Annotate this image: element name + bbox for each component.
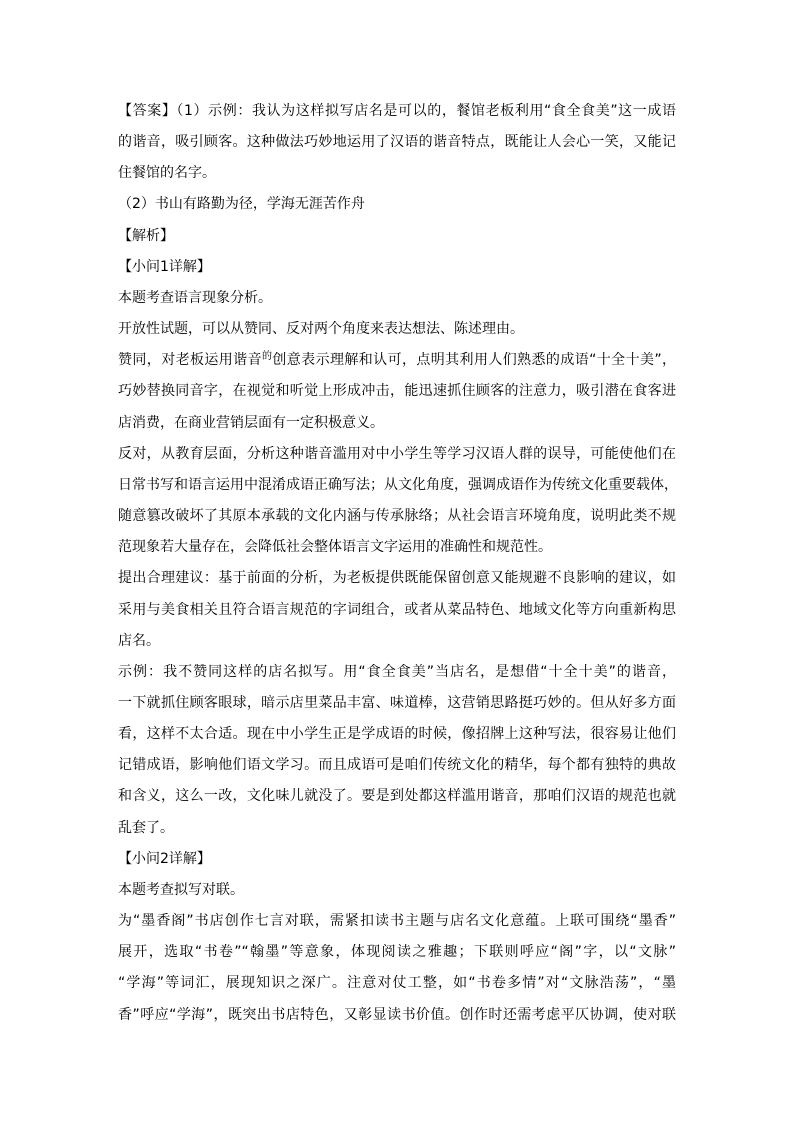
text-line: “学海”等词汇，展现知识之深广。注意对仗工整，如“书卷多情”对“文脉浩荡”，“墨 [118,975,676,992]
text-line: 为“墨香阁”书店创作七言对联，需紧扣读书主题与店名文化意蕴。上联可围绕“墨香” [118,913,676,930]
raised-character: 的 [261,351,273,363]
text-line: 巧妙替换同音字，在视觉和听觉上形成冲击，能迅速抓住顾客的注意力，吸引潜在食客进 [118,383,676,400]
answer-label: 【答案】 [118,103,177,119]
text-line: 记错成语，影响他们语文学习。而且成语可是咱们传统文化的精华，每个都有独特的典故 [118,757,676,774]
subquestion-2 [118,844,676,1031]
text-line: 香”呼应“学海”，既突出书店特色，又彰显读书价值。创作时还需考虑平仄协调，使对联 [118,1006,676,1023]
analysis-label: 【解析】 [118,227,174,244]
couplet-explanation-paragraph [118,906,676,1031]
text-segment: 创意表示理解和认可，点明其利用人们熟悉的成语“十全十美”， [272,352,677,369]
text-line: 看，这样不太合适。现在中小学生正是学成语的时候，像招牌上这种写法，很容易让他们 [118,726,676,743]
text-line: 店消费，在商业营销层面有一定积极意义。 [118,414,384,431]
text-line: 展开，选取“书卷”“翰墨”等意象，体现阅读之雅趣；下联则呼应“阁”字，以“文脉” [118,944,676,961]
text-line: 和含义，这么一改，文化味儿就没了。要是到处都这样滥用谐音，那咱们汉语的规范也就 [118,788,676,805]
text-line [118,345,676,376]
text-line: 示例：我不赞同这样的店名拟写。用“食全食美”当店名，是想借“十全十美”的谐音， [118,663,676,680]
text-line: 提出合理建议：基于前面的分析，为老板提供既能保留创意又能规避不良影响的建议，如 [118,570,676,587]
text-line: 店名。 [118,632,160,649]
text-segment: 赞同，对老板运用谐音 [118,352,262,369]
oppose-paragraph [118,439,676,564]
agree-paragraph [118,345,676,438]
subquestion-2-topic: 本题考查拟写对联。 [118,881,244,898]
answer-item1-text: （1）示例：我认为这样拟写店名是可以的，餐馆老板利用“食全食美”这一成语 [176,103,676,119]
example-paragraph [118,657,676,844]
answer-item2: （2）书山有路勤为径，学海无涯苦作舟 [118,196,365,213]
text-line: 范现象若大量存在，会降低社会整体语言文字运用的准确性和规范性。 [118,539,552,556]
answer-line: 的谐音，吸引顾客。这种做法巧妙地运用了汉语的谐音特点，既能让人会心一笑，又能记 [118,134,676,151]
subquestion-2-heading: 【小问2详解】 [118,850,211,867]
subquestion-1-heading: 【小问1详解】 [118,258,211,275]
suggestion-paragraph [118,563,676,656]
answer-line: 住餐馆的名字。 [118,165,216,182]
text-line: 反对，从教育层面，分析这种谐音滥用对中小学生等学习汉语人群的误导，可能使他们在 [118,445,676,462]
text-line: 采用与美食相关且符合语言规范的字词组合，或者从菜品特色、地域文化等方向重新构思 [118,601,676,618]
answer-section [118,96,676,221]
subquestion-1 [118,252,676,844]
analysis-section [118,221,676,1031]
subquestion-1-intro: 开放性试题，可以从赞同、反对两个角度来表达想法、陈述理由。 [118,321,524,338]
subquestion-1-topic: 本题考查语言现象分析。 [118,289,272,306]
text-line: 日常书写和语言运用中混淆成语正确写法；从文化角度，强调成语作为传统文化重要载体， [118,476,678,493]
text-line: 一下就抓住顾客眼球，暗示店里菜品丰富、味道棒，这营销思路挺巧妙的。但从好多方面 [118,694,676,711]
answer-line [118,96,676,127]
document-page [118,96,676,1031]
text-line: 乱套了。 [118,819,174,836]
text-line: 随意篡改破坏了其原本承载的文化内涵与传承脉络；从社会语言环境角度，说明此类不规 [118,508,676,525]
